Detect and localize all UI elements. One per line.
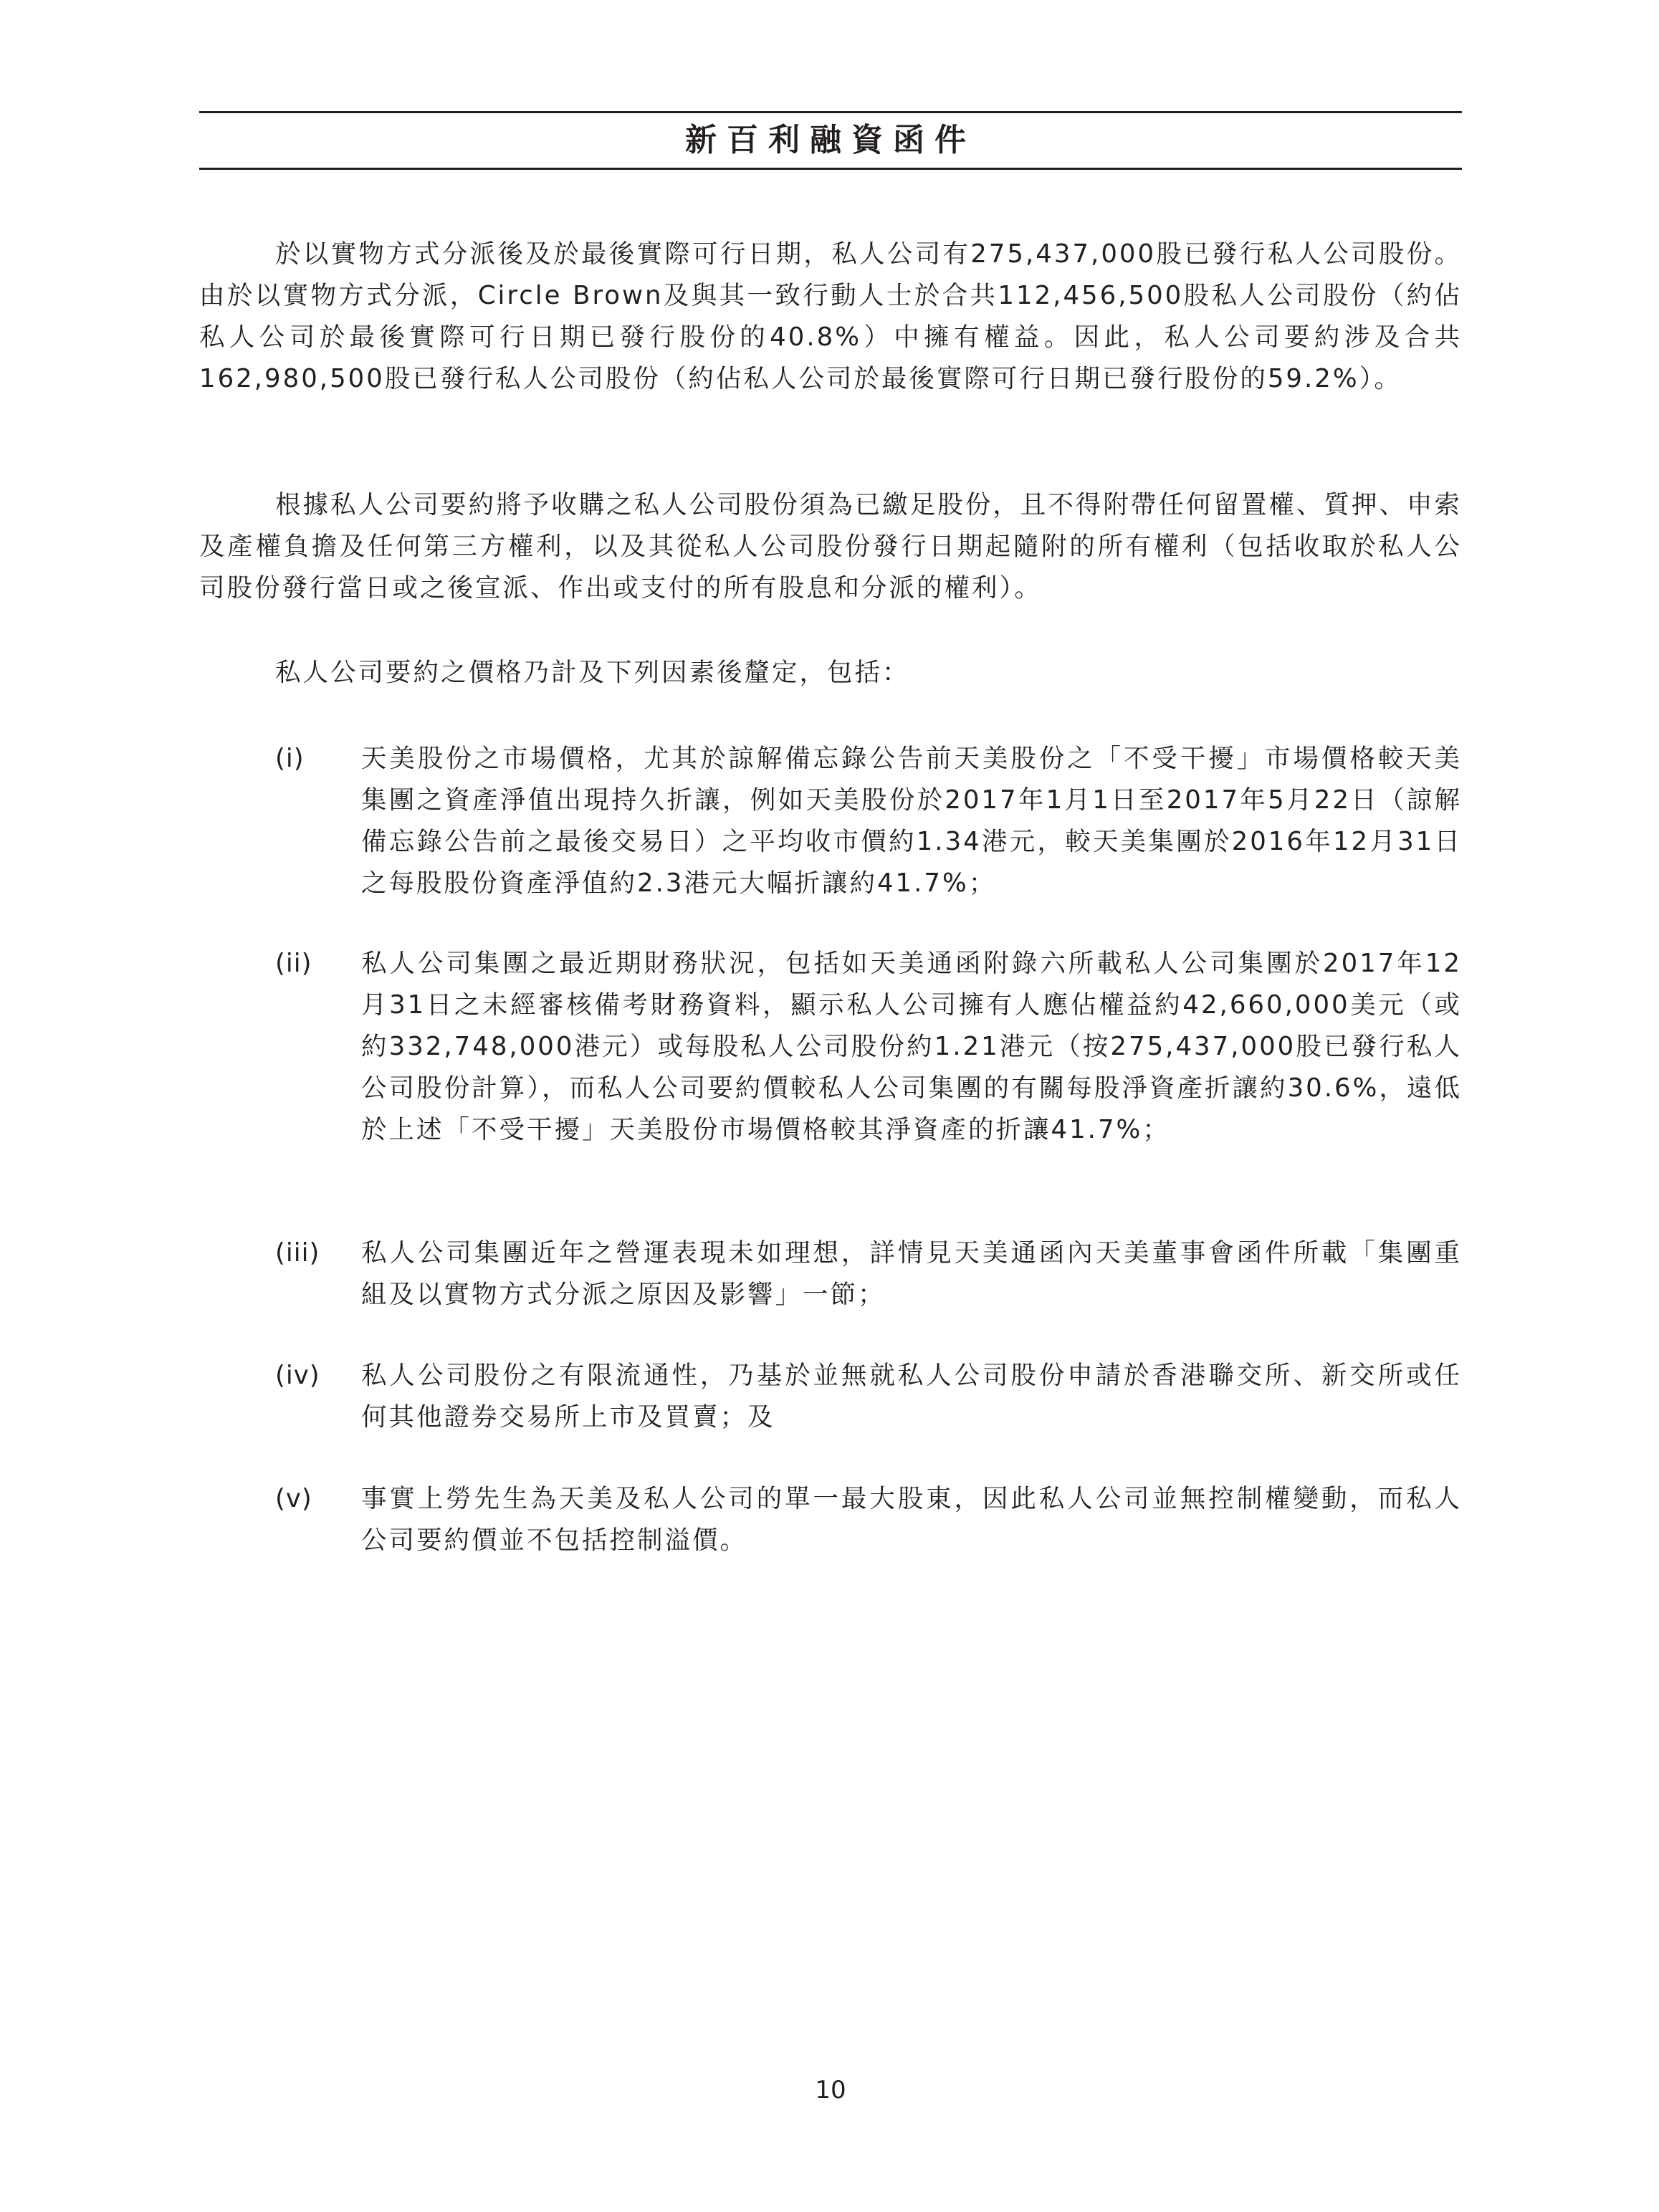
factor-number: (iii): [275, 1238, 320, 1268]
factor-text: 天美股份之市場價格，尤其於諒解備忘錄公告前天美股份之「不受干擾」市場價格較天美集團之資產淨值出現持久折讓，例如天美股份於2017年1月1日至2017年5月22日（諒解備忘錄公告前之最後交易日）之平均收市價約1.34港元，較天美集團於2016年12月31日之每股股份資產淨值約2.3港元大幅折讓約41.7%；: [361, 744, 1462, 898]
page-number: 10: [815, 2076, 846, 2105]
paragraph-shareholding: 於以實物方式分派後及於最後實際可行日期，私人公司有275,437,000股已發行私人公司股份。由於以實物方式分派，Circle Brown及與其一致行動人士於合共112,456,500股私人公司股份（約佔私人公司於最後實際可行日期已發行股份的40.8%）中擁有權益。因此，私人公司要約涉及合共162,980,500股已發行私人公司股份（約佔私人公司於最後實際可行日期已發行股份的59.2%）。: [199, 239, 1462, 393]
factor-text: 私人公司股份之有限流通性，乃基於並無就私人公司股份申請於香港聯交所、新交所或任何其他證券交易所上市及買賣；及: [361, 1361, 1462, 1432]
factor-number: (ii): [275, 949, 312, 978]
header-top-rule: [199, 111, 1462, 113]
factor-text: 私人公司集團近年之營運表現未如理想，詳情見天美通函內天美董事會函件所載「集團重組及以實物方式分派之原因及影響」一節；: [361, 1238, 1462, 1309]
paragraph-share-terms: 根據私人公司要約將予收購之私人公司股份須為已繳足股份，且不得附帶任何留置權、質押、申索及產權負擔及任何第三方權利，以及其從私人公司股份發行日期起隨附的所有權利（包括收取於私人公司股份發行當日或之後宣派、作出或支付的所有股息和分派的權利）。: [199, 490, 1462, 603]
paragraph-price-factors-intro: 私人公司要約之價格乃計及下列因素後釐定，包括：: [275, 658, 910, 687]
factor-number: (iv): [275, 1361, 320, 1390]
factor-text: 事實上勞先生為天美及私人公司的單一最大股東，因此私人公司並無控制權變動，而私人公司要約價並不包括控制溢價。: [361, 1484, 1462, 1555]
letter-title: 新百利融資函件: [685, 122, 976, 158]
factor-number: (v): [275, 1484, 312, 1513]
factor-text: 私人公司集團之最近期財務狀況，包括如天美通函附錄六所載私人公司集團於2017年12月31日之未經審核備考財務資料，顯示私人公司擁有人應佔權益約42,660,000美元（或約332,748,000港元）或每股私人公司股份約1.21港元（按275,437,000股已發行私人公司股份計算），而私人公司要約價較私人公司集團的有關每股淨資產折讓約30.6%，遠低於上述「不受干擾」天美股份市場價格較其淨資產的折讓41.7%；: [361, 949, 1462, 1144]
factor-number: (i): [275, 744, 305, 773]
header-bottom-rule: [199, 168, 1462, 170]
